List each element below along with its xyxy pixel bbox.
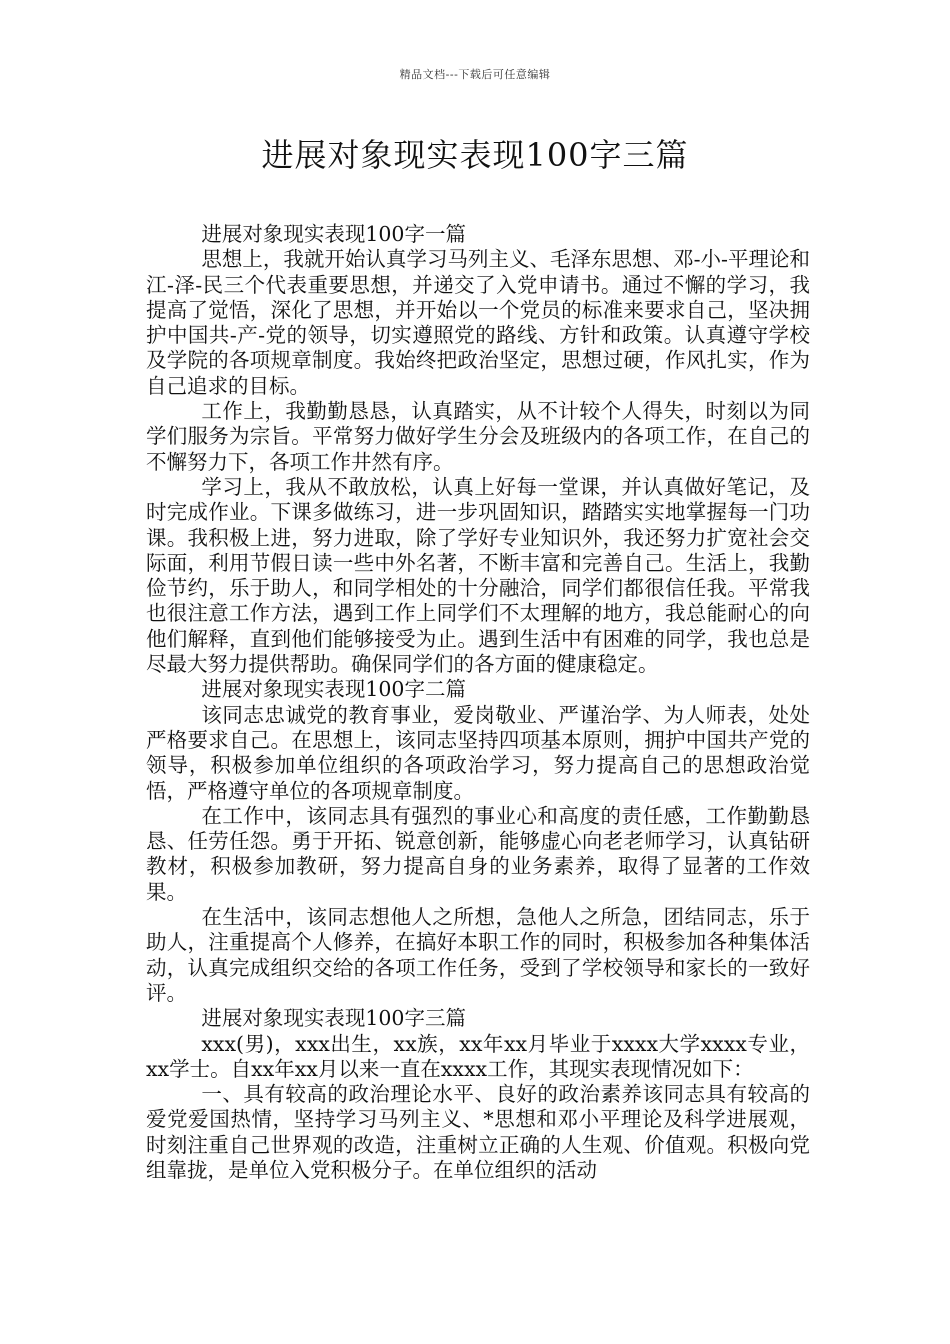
- section-heading-2: 进展对象现实表现100字二篇: [201, 677, 466, 702]
- paragraph: xxx(男)，xxx出生，xx族，xx年xx月毕业于xxxx大学xxxx专业，xx学士。自xx年xx月以来一直在xxxx工作，其现实表现情况如下：: [146, 1031, 810, 1081]
- section-heading-1: 进展对象现实表现100字一篇: [201, 222, 466, 246]
- paragraph: 该同志忠诚党的教育事业，爱岗敬业、严谨治学、为人师表，处处严格要求自己。在思想上，该同志坚持四项基本原则，拥护中国共产党的领导，积极参加单位组织的各项政治学习，努力提高自己的思想政治觉悟，严格遵守单位的各项规章制度。: [146, 702, 810, 803]
- paragraph: 思想上，我就开始认真学习马列主义、毛泽东思想、邓-小-平理论和江-泽-民三个代表重要思想，并递交了入党申请书。通过不懈的学习，我提高了觉悟，深化了思想，并开始以一个党员的标准来要求自己，坚决拥护中国共-产-党的领导，切实遵照党的路线、方针和政策。认真遵守学校及学院的各项规章制度。我始终把政治坚定，思想过硬，作风扎实，作为自己追求的目标。: [146, 247, 810, 398]
- paragraph: 学习上，我从不敢放松，认真上好每一堂课，并认真做好笔记，及时完成作业。下课多做练习，进一步巩固知识，踏踏实实地掌握每一门功课。我积极上进，努力进取，除了学好专业知识外，我还努力扩宽社会交际面，利用节假日读一些中外名著，不断丰富和完善自己。生活上，我勤俭节约，乐于助人，和同学相处的十分融洽，同学们都很信任我。平常我也很注意工作方法，遇到工作上同学们不太理解的地方，我总能耐心的向他们解释，直到他们能够接受为止。遇到生活中有困难的同学，我也总是尽最大努力提供帮助。确保同学们的各方面的健康稳定。: [146, 474, 810, 677]
- paragraph: 在工作中，该同志具有强烈的事业心和高度的责任感，工作勤勤恳恳、任劳任怨。勇于开拓、锐意创新，能够虚心向老老师学习，认真钻研教材，积极参加教研，努力提高自身的业务素养，取得了显著的工作效果。: [146, 803, 810, 904]
- header-note: 精品文档---下载后可任意编辑: [399, 68, 551, 81]
- paragraph: 在生活中，该同志想他人之所想，急他人之所急，团结同志，乐于助人，注重提高个人修养，在搞好本职工作的同时，积极参加各种集体活动，认真完成组织交给的各项工作任务，受到了学校领导和家长的一致好评。: [146, 905, 810, 1005]
- paragraph: 工作上，我勤勤恳恳，认真踏实，从不计较个人得失，时刻以为同学们服务为宗旨。平常努力做好学生分会及班级内的各项工作，在自己的不懈努力下，各项工作井然有序。: [146, 399, 810, 474]
- paragraph: 一、具有较高的政治理论水平、良好的政治素养该同志具有较高的爱党爱国热情，坚持学习马列主义、*思想和邓小平理论及科学进展观，时刻注重自己世界观的改造，注重树立正确的人生观、价值观。积极向党组靠拢，是单位入党积极分子。在单位组织的活动: [146, 1082, 810, 1182]
- section-heading-3: 进展对象现实表现100字三篇: [201, 1006, 466, 1031]
- document-body: [146, 222, 810, 1183]
- document-title: 进展对象现实表现100字三篇: [261, 136, 689, 174]
